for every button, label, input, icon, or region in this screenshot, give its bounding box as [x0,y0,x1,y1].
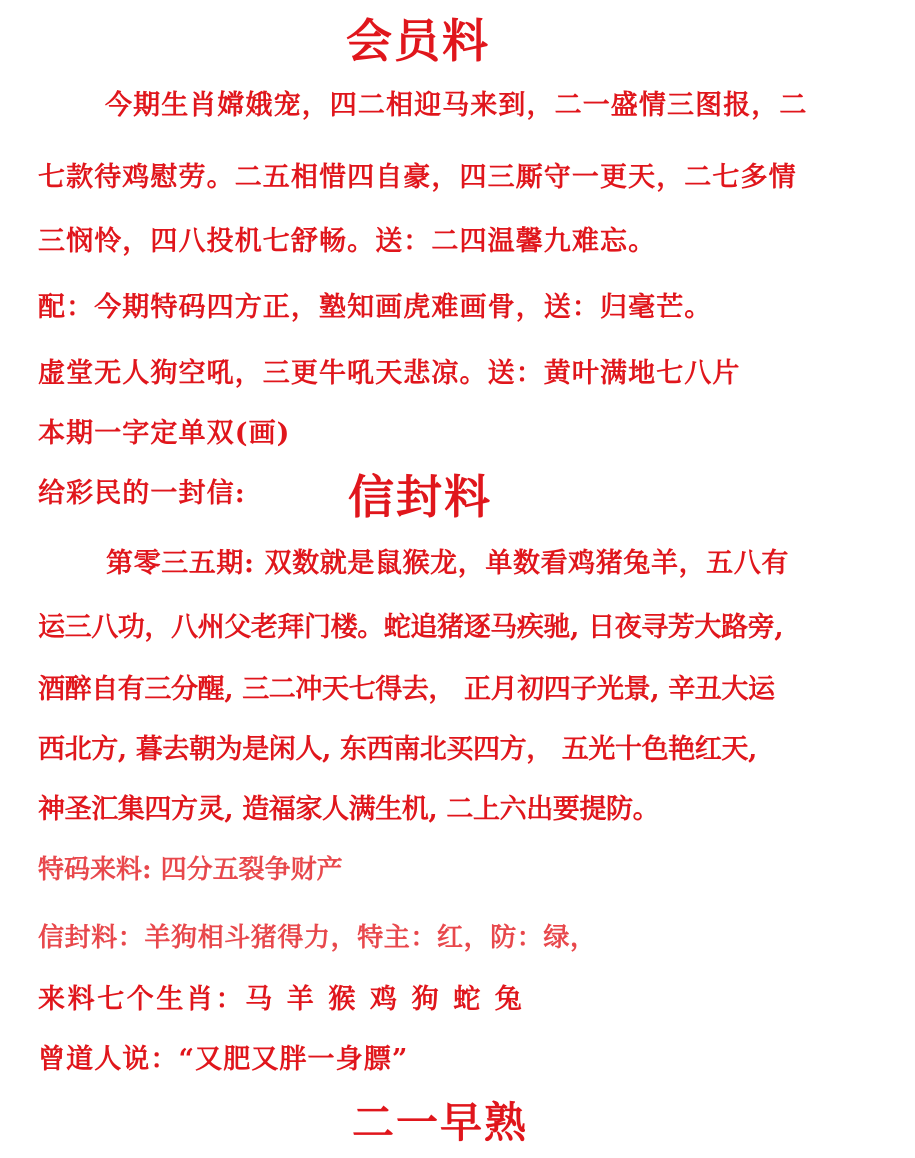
envelope-material-title: 信封料 [348,470,492,524]
member-material-title: 会员料 [346,14,490,68]
poem-pair-line: 配：今期特码四方正，塾知画虎难画骨，送：归毫芒。 [38,292,713,323]
letter-label: 给彩民的一封信: [38,478,246,509]
seven-zodiac-line: 来料七个生肖：马 羊 猴 鸡 狗 蛇 兔 [38,984,525,1015]
odd-even-line: 本期一字定单双(画) [38,418,291,449]
poem-line-1: 今期生肖嫦娥宠，四二相迎马来到，二一盛情三图报，二 [105,90,808,121]
envelope-material-line: 信封料：羊狗相斗猪得力，特主：红，防：绿， [38,923,597,953]
envelope-line-3: 酒醉自有三分醒, 三二冲天七得去， 正月初四子光景, 辛丑大运 [38,674,775,705]
envelope-line-1: 第零三五期: 双数就是鼠猴龙，单数看鸡猪兔羊，五八有 [106,548,789,579]
poem-line-2: 七款待鸡慰劳。二五相惜四自豪，四三厮守一更天，二七多情 [38,162,797,193]
envelope-line-5: 神圣汇集四方灵, 造福家人满生机, 二上六出要提防。 [38,794,660,825]
envelope-line-4: 西北方, 暮去朝为是闲人, 东西南北买四方， 五光十色艳红天, [38,734,757,765]
envelope-line-2: 运三八功，八州父老拜门楼。蛇追猪逐马疾驰, 日夜寻芳大路旁, [38,612,784,643]
poem-line-3: 三悯怜，四八投机七舒畅。送：二四温馨九难忘。 [38,226,657,257]
taoist-saying-line: 曾道人说：“又肥又胖一身膘” [38,1044,409,1075]
special-code-line: 特码来料: 四分五裂争财产 [38,855,343,885]
poem-extra-line: 虚堂无人狗空吼，三更牛吼天悲凉。送：黄叶满地七八片 [38,358,741,389]
footer-title: 二一早熟 [352,1098,529,1147]
